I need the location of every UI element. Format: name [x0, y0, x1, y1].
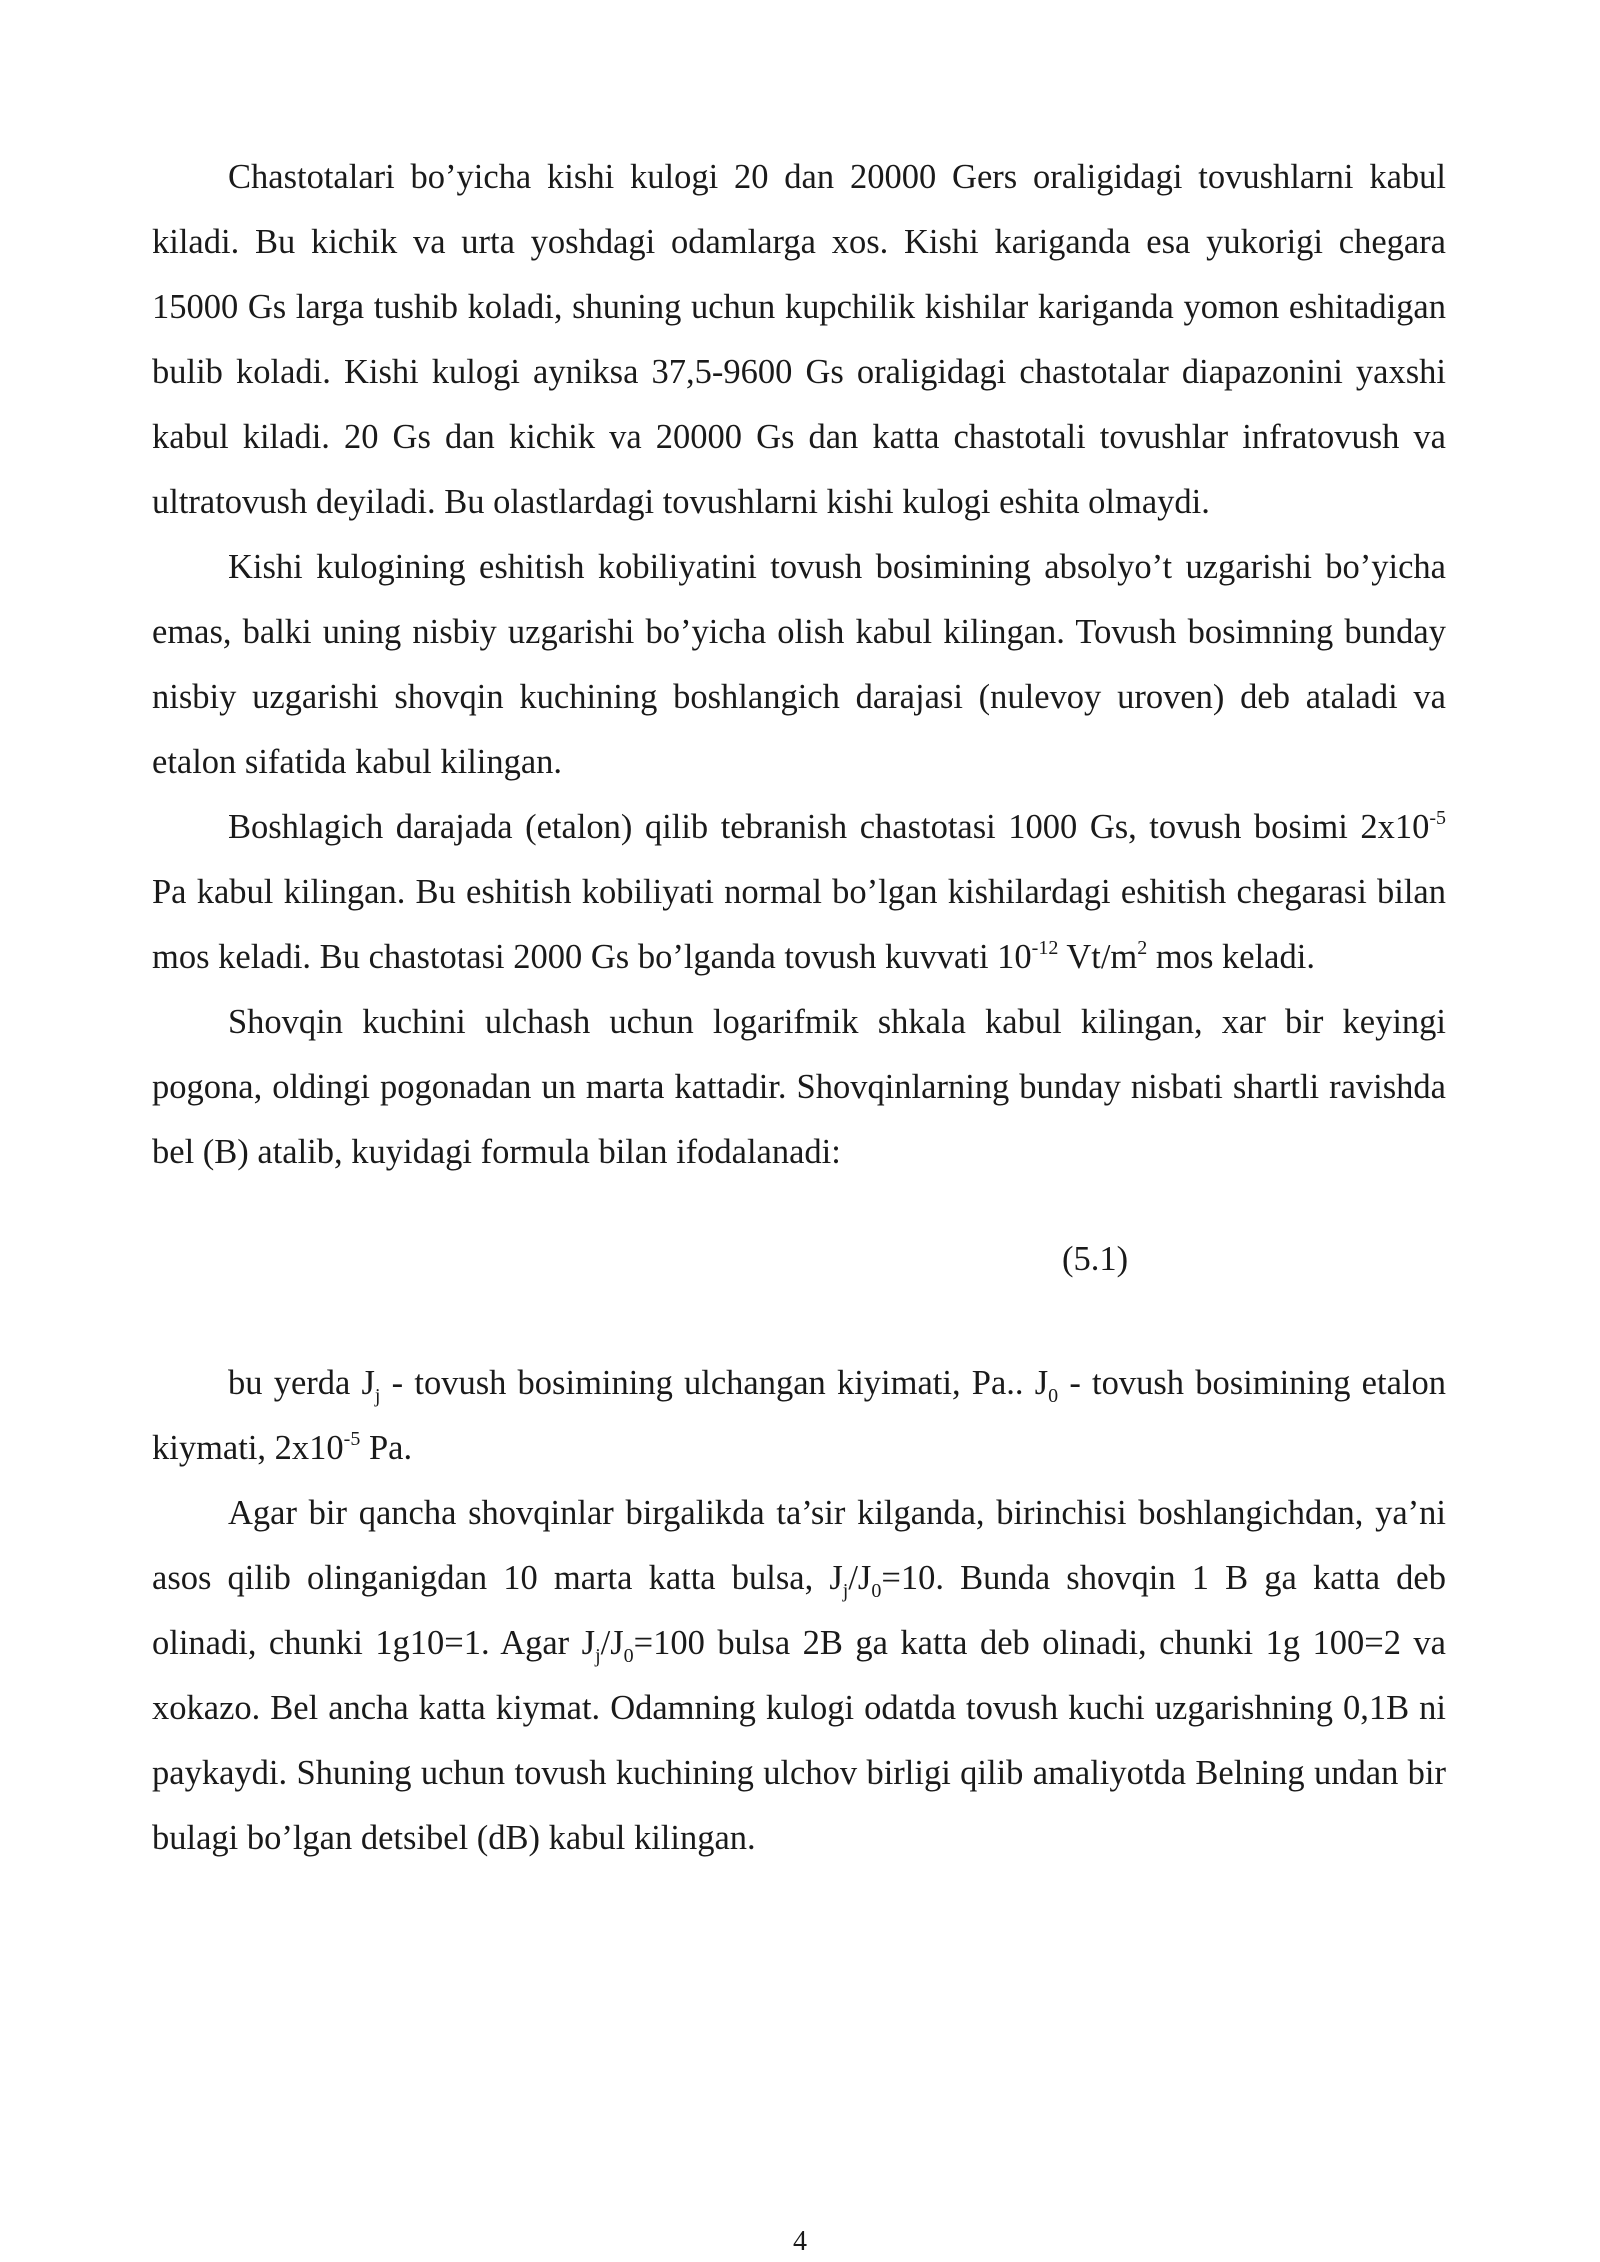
text-span: - tovush bosimining ulchangan kiyimati, Pa.. J: [380, 1364, 1049, 1402]
page-number: 4: [793, 2226, 807, 2257]
subscript: 0: [1048, 1385, 1059, 1407]
subscript: j: [374, 1385, 381, 1407]
subscript: j: [595, 1645, 601, 1667]
text-span: Agar bir qancha shovqinlar birgalikda ta’sir kilganda, birinchisi boshlangichdan, ya’ni asos qilib olinganigdan 10 marta katta bulsa, J: [152, 1494, 1446, 1597]
page-body: [152, 145, 1446, 1871]
formula-number: (5.1): [1062, 1240, 1129, 1278]
superscript: -5: [1429, 807, 1446, 829]
paragraph-hearing-frequency-range: Chastotalari bo’yicha kishi kulogi 20 dan 20000 Gers oraligidagi tovushlarni kabul kiladi. Bu kichik va urta yoshdagi odamlarga xos. Kishi kariganda esa yukorigi chegara 15000 Gs larga tushib koladi, shuning uchun kupchilik kishilar kariganda yomon eshitadigan bulib koladi. Kishi kulogi ayniksa 37,5-9600 Gs oraligidagi chastotalar diapazonini yaxshi kabul kiladi. 20 Gs dan kichik va 20000 Gs dan katta chastotali tovushlar infratovush va ultratovush deyiladi. Bu olastlardagi tovushlarni kishi kulogi eshita olmaydi.: [152, 158, 1446, 521]
superscript: 2: [1137, 937, 1148, 959]
text-span: - tovush bosimining etalon kiymati, 2x10: [152, 1364, 1446, 1467]
paragraph-relative-pressure-change: Kishi kulogining eshitish kobiliyatini tovush bosimining absolyo’t uzgarishi bo’yicha emas, balki uning nisbiy uzgarishi bo’yicha olish kabul kilingan. Tovush bosimning bunday nisbiy uzgarishi shovqin kuchining boshlangich darajasi (nulevoy uroven) deb ataladi va etalon sifatida kabul kilingan.: [152, 548, 1446, 781]
paragraph-reference-level: [152, 795, 1446, 990]
formula-row: [152, 1185, 1446, 1351]
subscript: j: [842, 1580, 849, 1602]
paragraph-logarithmic-scale: Shovqin kuchini ulchash uchun logarifmik shkala kabul kilingan, xar bir keyingi pogona, oldingi pogonadan un marta kattadir. Shovqinlarning bunday nisbati shartli ravishda bel (B) atalib, kuyidagi formula bilan ifodalanadi:: [152, 1003, 1446, 1171]
subscript: 0: [623, 1645, 634, 1667]
text-span: /J: [600, 1624, 624, 1662]
text-span: Vt/m: [1058, 938, 1138, 976]
paragraph-formula-explanation: [152, 1351, 1446, 1481]
text-span: mos keladi.: [1147, 938, 1315, 976]
text-span: /J: [848, 1559, 872, 1597]
text-span: bu yerda J: [228, 1364, 375, 1402]
text-span: Boshlagich darajada (etalon) qilib tebranish chastotasi 1000 Gs, tovush bosimi 2x10: [228, 808, 1430, 846]
subscript: 0: [871, 1580, 882, 1602]
paragraph-decibel-definition: [152, 1481, 1446, 1871]
text-span: =10. Bunda shovqin 1 B ga katta deb olinadi, chunki 1g10=1. Agar J: [152, 1559, 1446, 1662]
superscript: -5: [343, 1428, 361, 1450]
text-span: =100 bulsa 2B ga katta deb olinadi, chunki 1g 100=2 va xokazo. Bel ancha katta kiymat. Odamning kulogi odatda tovush kuchi uzgarishning 0,1B ni paykaydi. Shuning uchun tovush kuchining ulchov birligi qilib amaliyotda Belning undan bir bulagi bo’lgan detsibel (dB) kabul kilingan.: [152, 1624, 1446, 1857]
text-span: Pa kabul kilingan. Bu eshitish kobiliyati normal bo’lgan kishilardagi eshitish chegarasi bilan mos keladi. Bu chastotasi 2000 Gs bo’lganda tovush kuvvati 10: [152, 873, 1446, 976]
text-span: Pa.: [360, 1429, 413, 1467]
superscript: -12: [1031, 937, 1059, 959]
